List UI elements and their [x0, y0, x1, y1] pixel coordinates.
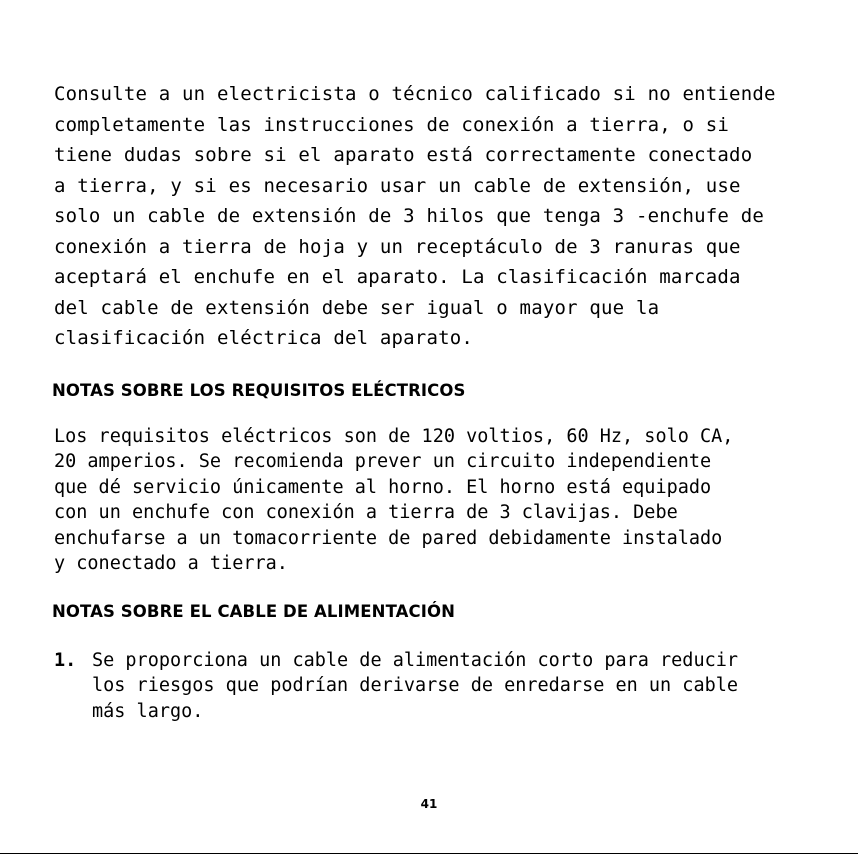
electrical-requirements-paragraph: Los requisitos eléctricos son de 120 voltios, 60 Hz, solo CA, 20 amperios. Se recomienda prever un circuito independiente que dé servicio únicamente al horno. El horno está equipado con un enchufe con conexión a tierra de 3 clavijas. Debe enchufarse a un tomacorriente de pared debidamente instalado y conectado a tierra. [54, 426, 734, 575]
list-item-text: Se proporciona un cable de alimentación corto para reducir los riesgos que podrían derivarse de enredarse en un cable más largo. [92, 650, 739, 722]
power-cord-heading: NOTAS SOBRE EL CABLE DE ALIMENTACIÓN [52, 602, 455, 621]
power-cord-list [54, 648, 844, 724]
electrical-requirements-heading: NOTAS SOBRE LOS REQUISITOS ELÉCTRICOS [52, 381, 466, 400]
page-number: 41 [420, 797, 438, 811]
grounding-instructions-paragraph: Consulte a un electricista o técnico calificado si no entiende completamente las instrucciones de conexión a tierra, o si tiene dudas sobre si el aparato está correctamente conectado a tierra, y si es necesario usar un cable de extensión, use solo un cable de extensión de 3 hilos que tenga 3 -enchufe de conexión a tierra de hoja y un receptáculo de 3 ranuras que aceptará el enchufe en el aparato. La clasificación marcada del cable de extensión debe ser igual o mayor que la clasificación eléctrica del aparato. [54, 83, 776, 349]
bottom-divider [0, 853, 858, 854]
list-item-number: 1. [54, 650, 77, 671]
list-item [54, 648, 844, 724]
